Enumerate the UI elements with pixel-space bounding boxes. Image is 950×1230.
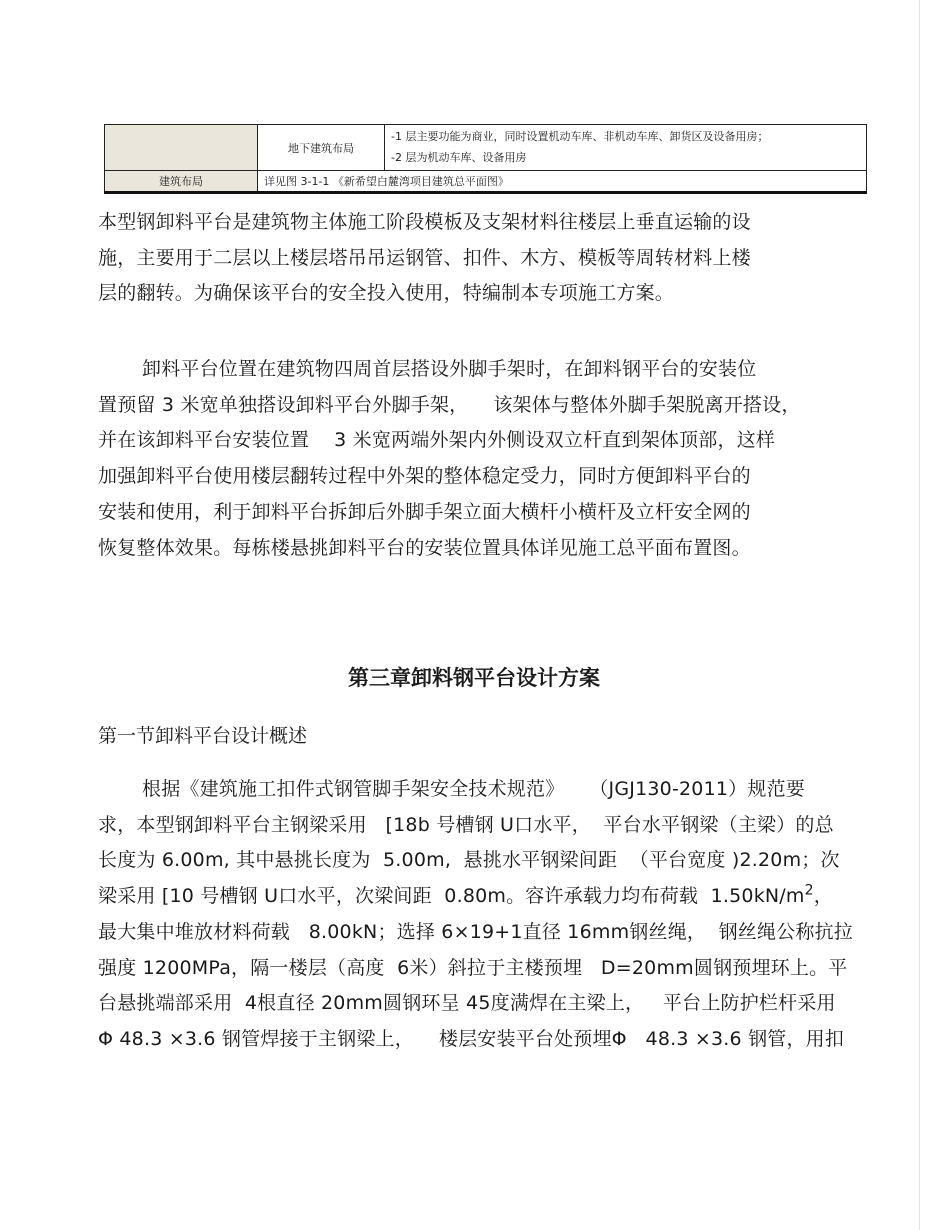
chapter-title: 第三章卸料钢平台设计方案 (348, 666, 600, 690)
text-line: 施，主要用于二层以上楼层塔吊吊运钢管、扣件、木方、模板等周转材料上楼 (98, 246, 751, 269)
text-line: 本型钢卸料平台是建筑物主体施工阶段模板及支架材料往楼层上垂直运输的设 (98, 211, 751, 233)
text-line: 卸料平台位置在建筑物四周首层搭设外脚手架时，在卸料钢平台的安装位 (142, 358, 757, 380)
text-line (98, 879, 850, 915)
desc-line: -2 层为机动车库、设备用房 (391, 151, 527, 164)
table-cell-building-layout: 建筑布局 (105, 171, 258, 193)
table-cell-underground-layout: 地下建筑布局 (258, 125, 385, 171)
table-cell-empty (105, 125, 258, 171)
text-line: 加强卸料平台使用楼层翻转过程中外架的整体稳定受力，同时方便卸料平台的 (98, 465, 751, 488)
building-layout-table (104, 124, 867, 194)
table-cell-underground-desc (385, 125, 867, 171)
text-segment: ， (813, 885, 833, 908)
text-line: Φ 48.3 ×3.6 钢管焊接于主钢梁上， 楼层安装平台处预埋Φ 48.3 ×3.6 钢管，用扣 (98, 1027, 845, 1050)
table-cell-layout-reference: 详见图 3-1-1 《新希望白麓湾项目建筑总平面图》 (258, 171, 867, 193)
paragraph-design-overview (98, 772, 853, 1058)
text-line: 最大集中堆放材料荷载 8.00kN；选择 6×19+1直径 16mm钢丝绳， 钢丝绳公称抗拉 (98, 920, 853, 943)
table-row (105, 125, 867, 171)
text-line: 并在该卸料平台安装位置 3 米宽两端外架内外侧设双立杆直到架体顶部，这样 (98, 429, 776, 452)
text-line: 强度 1200MPa，隔一楼层（高度 6米）斜拉于主楼预埋 D=20mm圆钢预埋环上。平 (98, 956, 848, 979)
superscript-squared: 2 (804, 882, 814, 899)
table-row (105, 171, 867, 193)
text-line: 台悬挑端部采用 4根直径 20mm圆钢环呈 45度满焊在主梁上， 平台上防护栏杆采用 (98, 992, 836, 1015)
text-segment: 梁采用 [10 号槽钢 U口水平，次梁间距 0.80m。容许承载力均布荷载 1.50kN/m (98, 885, 805, 908)
text-line: 层的翻转。为确保该平台的安全投入使用，特编制本专项施工方案。 (98, 282, 675, 305)
section-title: 第一节卸料平台设计概述 (98, 725, 308, 747)
text-line: 求，本型钢卸料平台主钢梁采用 [18b 号槽钢 U口水平， 平台水平钢梁（主梁）的总 (98, 813, 834, 836)
paragraph-platform-position (98, 352, 850, 566)
desc-line: -1 层主要功能为商业，同时设置机动车库、非机动车库、卸货区及设备用房； (391, 130, 769, 143)
text-line: 置预留 3 米宽单独搭设卸料平台外脚手架， 该架体与整体外脚手架脱离开搭设， (98, 393, 801, 416)
text-line: 安装和使用，利于卸料平台拆卸后外脚手架立面大横杆小横杆及立杆安全网的 (98, 500, 751, 523)
paragraph-platform-intro (98, 205, 850, 312)
text-line: 长度为 6.00m, 其中悬挑长度为 5.00m, 悬挑水平钢梁间距 （平台宽度 )2.20m；次 (98, 849, 840, 872)
text-line: 恢复整体效果。每栋楼悬挑卸料平台的安装位置具体详见施工总平面布置图。 (98, 536, 751, 559)
page-edge-rule (919, 0, 920, 1230)
text-line: 根据《建筑施工扣件式钢管脚手架安全技术规范》 （JGJ130-2011）规范要 (142, 778, 805, 800)
